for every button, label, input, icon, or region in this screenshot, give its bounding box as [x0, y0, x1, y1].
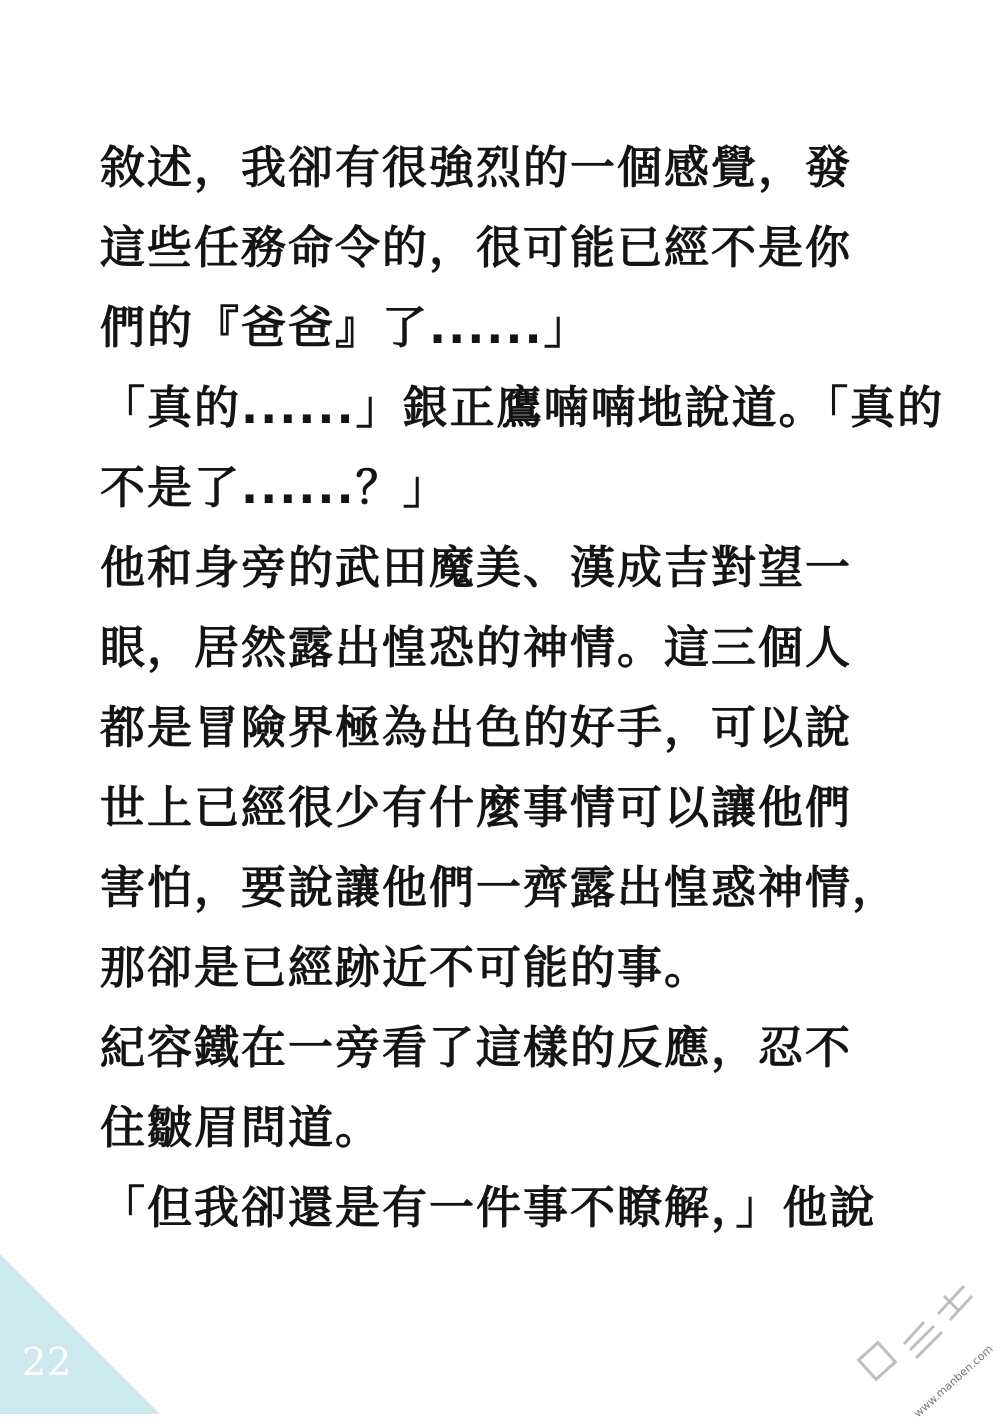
- text-line: 那卻是已經跡近不可能的事。: [100, 941, 712, 994]
- text-line: 不是了......？」: [100, 461, 450, 514]
- text-line: 「但我卻還是有一件事不瞭解，」他說: [100, 1181, 877, 1234]
- text-line: 敘述，我卻有很強烈的一個感覺，發: [100, 141, 853, 194]
- text-line: 這些任務命令的，很可能已經不是你: [100, 221, 853, 274]
- text-line: 住皺眉問道。: [100, 1101, 383, 1154]
- text-line: 他和身旁的武田魔美、漢成吉對望一: [100, 541, 853, 594]
- text-line: 都是冒險界極為出色的好手，可以說: [100, 701, 853, 754]
- text-line: 害怕，要說讓他們一齊露出惶惑神情，: [100, 861, 900, 914]
- page-corner-decoration: [0, 1254, 160, 1414]
- body-text: [100, 128, 980, 1248]
- text-line: 們的『爸爸』了......」: [100, 301, 591, 354]
- text-line: 紀容鐵在一旁看了這樣的反應，忍不: [100, 1021, 853, 1074]
- text-line: 眼，居然露出惶恐的神情。這三個人: [100, 621, 853, 674]
- watermark-site-text: www.manben.com: [911, 1342, 996, 1420]
- page-number: 22: [22, 1340, 73, 1384]
- text-line: 世上已經很少有什麼事情可以讓他們: [100, 781, 853, 834]
- text-line: 「真的......」銀正鷹喃喃地說道。「真的: [100, 381, 945, 434]
